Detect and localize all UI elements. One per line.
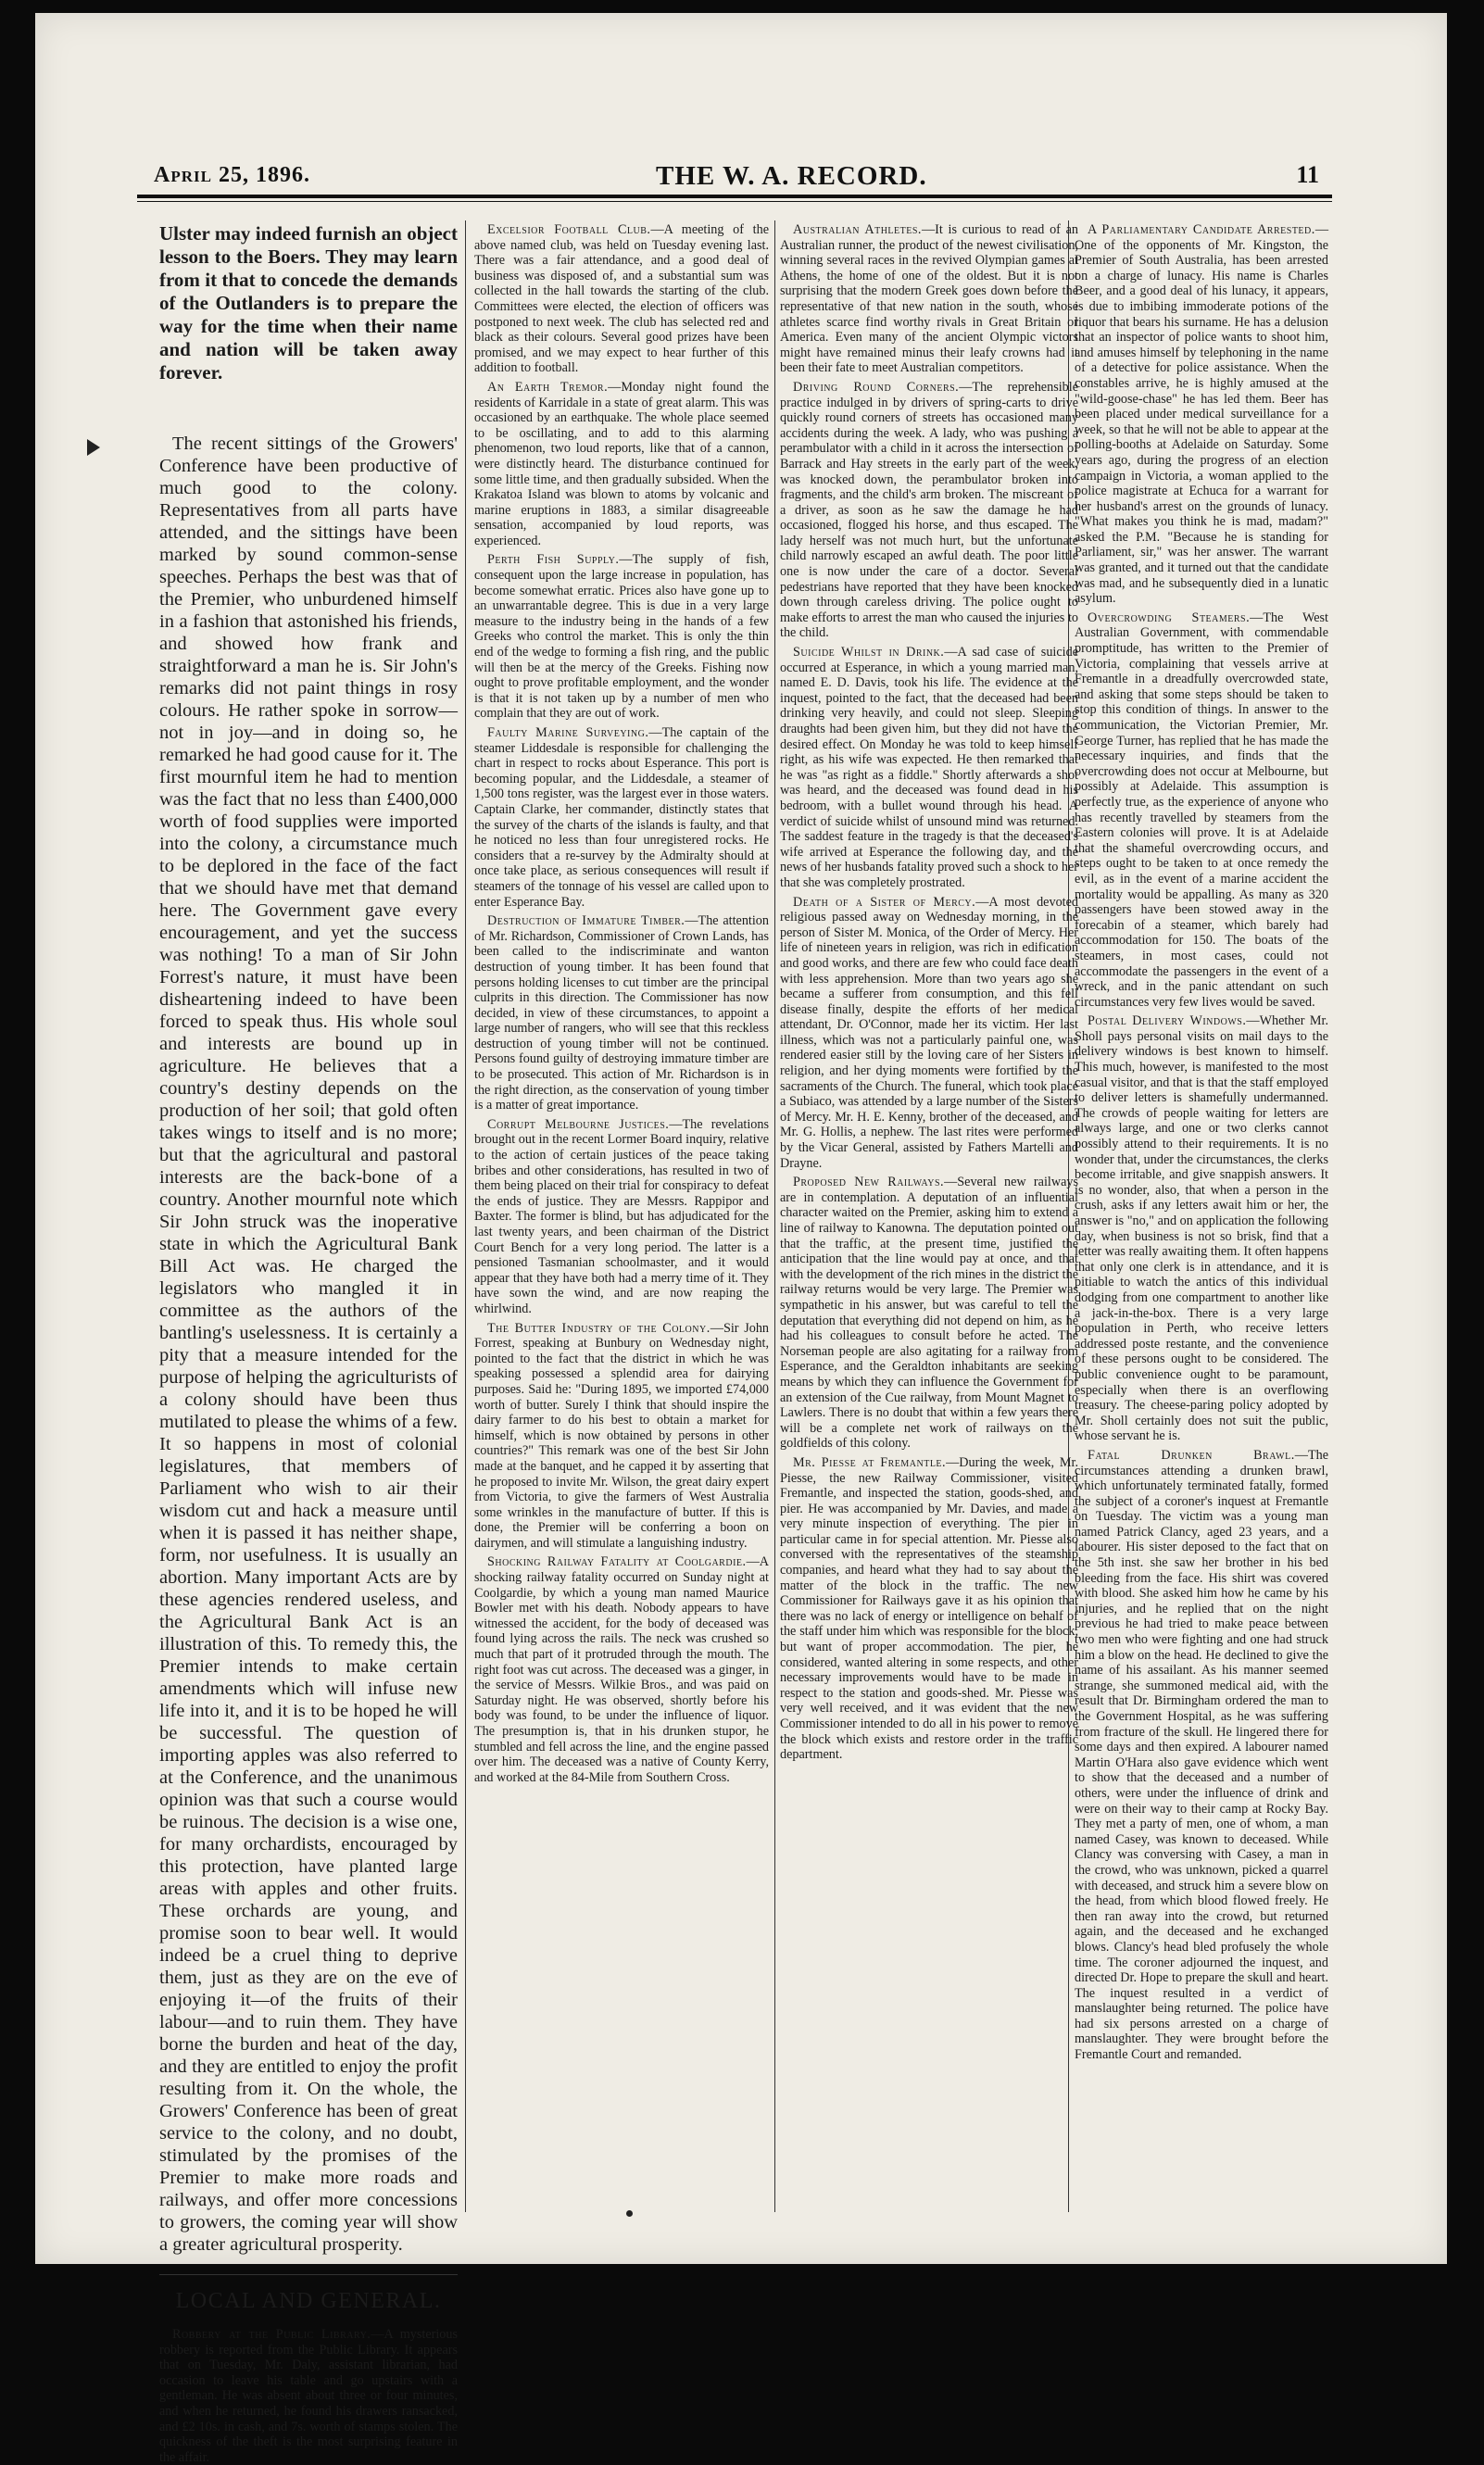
article-heading: Australian Athletes. [793,222,922,237]
article-body: —Monday night found the residents of Karridale in a state of great alarm. This was occasioned by an earthquake. The whole place seemed to be oscillating, and to add to this alarming phenomenon, two loud reports, like that of a cannon, were distinctly heard. The disturbance continued for some little time, and then gradually subsided. When the Krakatoa Island was blown to atoms by volcanic and marine eruptions in 1883, a similar disagreeable sensation, accompanied by loud reports, was experienced. [474,379,769,548]
article-timber [474,913,769,1113]
page-number: 11 [1296,161,1319,188]
article-heading: Driving Round Corners. [793,379,960,395]
column-3 [780,222,1078,2205]
article-butter [474,1321,769,1552]
article-body: —The supply of fish, consequent upon the large increase in population, has become somewhat erratic. Prices also have gone up to an unwarrantable degree. This is due in a very large measure to the industry being in the hands of a few Greeks who control the market. This is only the thin end of the wedge to forming a fish ring, and the public will then be at the mercy of the Greeks. Fishing now ought to prove profitable employment, and the wonder is that it is not taken up by a number of men who complain that they are out of work. [474,552,770,722]
article-body: —A mysterious robbery is reported from the Public Library. It appears that on Tuesday, Mr. Daly, assistant librarian, had occasion to leave his table and go upstairs with a gentleman. He was absent about three or four minutes, and when he returned, he found his drawers ransacked, and £2 10s. in cash, and 7s. worth of stamps stolen. The quickness of the theft is the most surprising feature in the affair. [159,2327,458,2465]
article-sister-of-mercy [780,895,1078,1172]
article-body: —One of the opponents of Mr. Kingston, the Premier of South Australia, has been arrested on a charge of lunacy. His name is Charles Beer, and a good deal of his lunacy, it appears, is due to imbibing immoderate potions of the liquor that bears his surname. He has a delusion that an inspector of police wants to shoot him, and amuses himself by telephoning in the name of a detective for police assistance. When the constables arrive, he is highly amused at the "wild-goose-chase" he has led them. Beer has been placed under medical surveillance for a week, so that he will not be able to appear at the polling-booths at Adelaide on Saturday. Some years ago, during the progress of an election campaign in Victoria, a woman applied to the police magistrate at Echuca for a warrant for her husband's arrest on the grounds of lunacy. "What makes you think he is mad, madam?" asked the P.M. "Because he is standing for Parliament, sir," was her answer. The warrant was granted, and it turned out that the candidate was mad, and he subsequently died in a lunatic asylum. [1075,222,1328,607]
article-body: —The revelations brought out in the recent Lormer Board inquiry, relative to the action of certain justices of the peace taking bribes and other considerations, has resulted in two of them being placed on their trial for conspiracy to defeat the ends of justice. They are Messrs. Rappipor and Baxter. The former is blind, but has adjudicated for the last twenty years, and been chairman of the District Court Bench for a very long period. The latter is a pensioned Tasmanian schoolmaster, and it would appear that they have both had a merry time of it. They have sown the wind, and are now reaping the whirlwind. [474,1116,769,1316]
article-heading: Fatal Drunken Brawl. [1088,1447,1295,1463]
article-body: —A meeting of the above named club, was held on Tuesday evening last. There was a fair attendance, and a good deal of business was disposed of, and a substantial sum was collected in the hall towards the starting of the club. Committees were elected, the election of officers was postponed to next week. The club has selected red and black as their colours. Several good prizes have been promised, and we may expect to hear further of this addition to football. [474,222,769,376]
article-driving [780,380,1078,641]
article-heading: Mr. Piesse at Fremantle. [793,1454,947,1470]
article-heading: Destruction of Immature Timber. [487,913,685,929]
column-divider [774,220,775,2212]
article-heading: Perth Fish Supply. [487,552,620,568]
article-body: —A most devoted religious passed away on Wednesday morning, in the person of Sister M. Monica, of the Order of Mercy. Her life of nineteen years in religion, was rich in edification and good works, and there are few who could face death with less apprehension. More than two years ago she became a sufferer from consumption, and this fell disease finally, despite the efforts of her medical attendant, Dr. O'Connor, made her its victim. Her last illness, which was not a particularly painful one, was rendered easier still by the loving care of her Sisters in religion, and her dying moments were fortified by the sacraments of the Church. The funeral, which took place a Subiaco, was attended by a large number of the Sisters of Mercy. Mr. H. E. Kenny, brother of the deceased, and Mr. G. Hollis, a nephew. The last rites were performed by the Vicar General, assisted by Fathers Martelli and Drayne. [780,894,1078,1171]
newspaper-title: THE W. A. RECORD. [656,161,927,191]
article-body: —The reprehensible practice indulged in by drivers of spring-carts to drive quickly round corners of streets has occasioned many accidents during the week. A lady, who was pushing a perambulator with a child in it across the intersection of Barrack and Hay streets in the early part of the week, was knocked down, the perambulator broken into fragments, and the child's arm broken. The miscreant of a driver, as soon as he saw the damage he had occasioned, flogged his horse, and thus escaped. The lady herself was not much hurt, but the unfortunate child narrowly escaped an awful death. The poor little one is now under the care of a doctor. Several pedestrians have reported that they have been knocked down through careless driving. The police ought to make efforts to arrest the man who caused the injuries to the child. [780,379,1078,641]
article-heading: Faulty Marine Surveying. [487,725,649,740]
article-railway-fatality [474,1554,769,1785]
article-heading: An Earth Tremor. [487,379,609,395]
masthead [137,157,1332,195]
article-body: —A sad case of suicide occurred at Esperance, in which a young married man, named E. D. Davis, took his life. The evidence at the inquest, pointed to the fact, that the deceased had been drinking very heavily, and could not sleep. Sleeping draughts had been given him, but they did not have the desired effect. On Monday he was told to keep himself right, as his wife was expected. He then remarked that he was "as right as a fiddle." Shortly afterwards a shot was heard, and the deceased was found dead in his bedroom, with a bullet wound through his head. A verdict of suicide whilst of unsound mind was returned. The saddest feature in the tragedy is that the deceased's wife arrived at Esperance the following day, and the news of her husbands fatality proved such a shock to her that she was completely prostrated. [780,645,1078,890]
article-piesse [780,1455,1078,1763]
article-survey [474,725,769,910]
article-heading: Corrupt Melbourne Justices. [487,1116,670,1132]
article-body: —The captain of the steamer Liddesdale is responsible for challenging the chart in respect to rocks about Esperance. This port is becoming popular, and the Liddesdale, a steamer of 1,500 tons register, was the largest ever in those waters. Captain Clarke, her commander, distinctly states that the survey of the charts of the islands is faulty, and that he noticed no less than four unregistered rocks. He considers that a re-survey by the Admiralty should at once take place, as serious consequences will result if steamers of the tonnage of his vessel are called upon to enter Esperance Bay. [474,725,770,910]
article-heading: The Butter Industry of the Colony. [487,1320,711,1336]
article-heading: Excelsior Football Club. [487,222,651,237]
article-heading: Overcrowding Steamers. [1088,610,1251,625]
article-heading: Death of a Sister of Mercy. [793,894,976,910]
article-heading: Robbery at the Public Library. [172,2327,371,2342]
article-body: —It is curious to read of an Australian runner, the product of the newest civilisation, winning several races in the revived Olympian games at Athens, the home of one of the oldest. But it is not surprising that the modern Greek goes down before the representative of that new nation in the south, whose athletes scarce find worthy rivals in Great Britain or America. Even many of the ancient Olympic victors might have remained minus their leafy crowns had it been their fate to meet Australian competitors. [780,222,1078,376]
lede-paragraph: Ulster may indeed furnish an object lesson to the Boers. They may learn from it that to concede the demands of the Outlanders is to prepare the way for the time when their name and nation will be taken away forever. [159,222,458,384]
article-brawl [1075,1448,1328,2063]
article-body: —The West Australian Government, with commendable promptitude, has written to the Premier of Victoria, complaining that vessels arrive at Fremantle in a dreadfully overcrowded state, and asking that some steps should be taken to stop this condition of things. In answer to the communication, the Victorian Premier, Mr. George Turner, has replied that he has made the necessary inquiries, and finds that the overcrowding does not occur at Melbourne, but possibly at Adelaide. This assumption is perfectly true, as the experience of anyone who has recently travelled by steamers from the Eastern colonies will prove. It is at Adelaide that the shameful overcrowding occurs, and steps ought to be taken to at once remedy the evil, as in the event of a marine accident the mortality would be appalling. As many as 320 passengers have been stowed away in the forecabin of a steamer, which barely had accommodation for 150. The boats of the steamers, in most cases, could not accommodate the passengers in the event of a wreck, and in the panic attendant on such circumstances very few lives would be saved. [1075,610,1328,1010]
growers-conference-article: The recent sittings of the Growers' Conference have been productive of much good to the colony. Representatives from all parts have attended, and the sittings have been marked by sound common-sense speeches. Perhaps the best was that of the Premier, who unburdened himself in a fashion that astonished his friends, and showed how frank and straightforward a man he is. Sir John's remarks did not paint things in rosy colours. He rather spoke in sorrow—not in joy—and in doing so, he remarked he had good cause for it. The first mournful item he had to mention was the fact that no less than £400,000 worth of food supplies were imported into the colony, a circumstance much to be deplored in the face of the fact that we should have met that demand here. The Government gave every encouragement, and yet the success was nothing! To a man of Sir John Forrest's nature, it must have been disheartening indeed to have been forced to speak thus. His whole soul and interests are bound up in agriculture. He believes that a country's destiny depends on the production of her soil; that gold often takes wings to itself and is no more; but that the agricultural and pastoral interests are the back-bone of a country. Another mournful note which Sir John struck was the inoperative state in which the Agricultural Bank Bill Act was. He charged the legislators who mangled it in committee as the authors of the bantling's uselessness. It is certainly a pity that a measure intended for the purpose of helping the agriculturists of a colony should have been thus mutilated to please the whims of a few. It so happens in most of colonial legislatures, that members of Parliament who wish to air their wisdom cut and hack a measure until when it is passed it has neither shape, form, nor usefulness. It is usually an abortion. Many important Acts are by these agencies rendered useless, and the Agricultural Bank Act is an illustration of this. To remedy this, the Premier intends to make certain amendments which will infuse new life into it, and it is to be hoped he will be successful. The question of importing apples was also referred to at the Conference, and the unanimous opinion was that such a course would be ruinous. The decision is a wise one, for many orchardists, encouraged by this protection, have planted large areas with apples and other fruits. These orchards are young, and promise soon to bear well. It would indeed be a cruel thing to deprive them, just as they are on the eve of enjoying it—of the fruits of their labour—and to ruin them. They have borne the burden and heat of the day, and they are entitled to enjoy the profit resulting from it. On the whole, the Growers' Conference has been of great service to the colony, and no doubt, stimulated by the promises of the Premier to make more roads and railways, and offer more concessions to growers, the coming year will show a greater agricultural prosperity. [159,434,458,2255]
article-body: —Several new railways are in contemplation. A deputation of an influential character waited on the Premier, asking him to extend a line of railway to Kanowna. The deputation pointed out that the traffic, at the present time, justified the anticipation that the line would pay at once, and that with the development of the rich mines in the district the railway returns would be very large. The Premier was sympathetic in his answer, but was careful to tell the deputation that everything did not depend on him, as he had his colleagues to consult before he acted. The Norseman people are also agitating for a railway from Esperance, and the Geraldton inhabitants are seeking means by which they can influence the Government for an extension of the Cue railway, from Mount Magnet to Lawlers. There is no doubt that within a few years there will be a complete net work of railways on the goldfields of this colony. [780,1175,1078,1452]
article-robbery [159,2327,458,2465]
article-heading: Postal Delivery Windows. [1088,1013,1247,1029]
article-suicide [780,645,1078,891]
article-candidate-arrested [1075,222,1328,607]
article-heading: Proposed New Railways. [793,1175,945,1190]
article-overcrowding [1075,610,1328,1010]
article-body: —Sir John Forrest, speaking at Bunbury on Wednesday night, pointed to the fact that the district in which he was speaking possessed a splendid area for dairying purposes. Said he: "During 1895, we imported £74,000 worth of butter. Surely I think that should inspire the dairy farmer to do his best to obtain a market for himself, which is now obtained by persons in other countries?" This remark was one of the best Sir John made at the banquet, and he capped it by asserting that he proposed to invite Mr. Wilson, the great dairy expert from Victoria, to give the farmers of West Australia some wrinkles in the manufacture of butter. If this is done, the Premier will be conferring a boon on dairymen, and will stimulate a languishing industry. [474,1320,770,1551]
article-new-railways [780,1175,1078,1452]
article-heading: Suicide Whilst in Drink. [793,645,945,660]
article-justices [474,1117,769,1317]
column-2 [474,222,769,2205]
issue-date: April 25, 1896. [154,163,310,187]
article-heading: A Parliamentary Candidate Arrested. [1088,222,1315,237]
article-body: —The attention of Mr. Richardson, Commissioner of Crown Lands, has been called to the indiscriminate and wanton destruction of young timber. It has been found that persons holding licenses to cut timber are the principal culprits in this direction. The Commissioner has now decided, in view of these circumstances, to appoint a large number of rangers, who will see that this reckless destruction of young timber will not be continued. Persons found guilty of destroying immature timber are to be prosecuted. This action of Mr. Richardson is in the right direction, as the conservation of young timber is a matter of great importance. [474,913,769,1113]
article-athletes [780,222,1078,376]
footer-dot [626,2210,633,2217]
column-1 [159,222,458,2465]
article-postal [1075,1013,1328,1444]
article-heading: Shocking Railway Fatality at Coolgardie. [487,1554,747,1570]
margin-arrow-icon [87,439,100,456]
article-body: —The circumstances attending a drunken brawl, which unfortunately terminated fatally, formed the subject of a coroner's inquest at Fremantle on Tuesday. The victim was a young man named Patrick Clancy, aged 23 years, and a labourer. His sister deposed to the fact that on the 5th inst. she saw her brother in his bed bleeding from the face. His shirt was covered with blood. She asked him how he came by his injuries, and he replied that on the night previous he had tried to make peace between two men who were fighting and one had struck him a blow on the head. He declined to give the name of his assailant. As his manner seemed strange, she summoned medical aid, with the result that Dr. Birmingham ordered the man to the Government Hospital, as he was suffering from fracture of the skull. He lingered there for some days and then expired. A labourer named Martin O'Hara also gave evidence which went to show that the deceased and a number of others, were under the influence of drink and were on their way to their camp at Rocky Bay. They met a party of men, one of whom, a man named Casey, was known to deceased. While Clancy was conversing with Casey, a man in the crowd, who was unknown, picked a quarrel with deceased, and struck him a severe blow on the head, from which blood flowed freely. He then ran away into the crowd, but returned again, and the deceased and he exchanged blows. Clancy's head bled profusely the whole time. The coroner adjourned the inquest, and directed Dr. Hope to prepare the skull and heart. The inquest resulted in a verdict of manslaughter being returned. The police have had six persons arrested on a charge of manslaughter. They were brought before the Fremantle Court and remanded. [1075,1447,1328,2063]
column-divider [465,220,466,2212]
article-body: —A shocking railway fatality occurred on Sunday night at Coolgardie, by which a young man named Maurice Bowler met with his death. Nobody appears to have witnessed the accident, for the body of deceased was found lying across the rails. The neck was crushed so much that part of it protruded through the mouth. The right foot was cut across. The deceased was a ginger, in the service of Messrs. Wilkie Bros., and was paid on Saturday night. He was observed, shortly before his body was found, to be under the influence of liquor. The presumption is, that in his drunken stupor, he stumbled and fell across the line, and the engine passed over him. The deceased was a native of County Kerry, and worked at the 84-Mile from Southern Cross. [474,1554,769,1785]
article-football [474,222,769,376]
column-4 [1075,222,1328,2205]
article-tremor [474,380,769,549]
article-body: —Whether Mr. Sholl pays personal visits on mail days to the delivery windows is best known to himself. This much, however, is manifested to the most casual visitor, and that is that the staff employed to deliver letters is shamefully undermanned. The crowds of people waiting for letters are always large, and one or two clerks cannot possibly attend to their requirements. It is no wonder that, under the circumstances, the clerks become irritable, and give snappish answers. It is no wonder, also, that when a person in the crush, asks if any letters await him or her, the answer is "no," and on application the following day, when business is not so brisk, find that a letter was really awaiting them. It often happens that only one clerk is in attendance, and it is pitiable to watch the antics of this individual dodging from one compartment to another like a jack-in-the-box. There is a very large population in Perth, who receive letters addressed poste restante, and the convenience of these persons ought to be considered. The public convenience ought to be paramount, especially when there is an overflowing treasury. The cheese-paring policy adopted by Mr. Sholl certainly does not suit the public, whose servant he is. [1075,1013,1328,1444]
article-fish [474,552,769,722]
masthead-rule-thin [137,201,1332,202]
section-heading: LOCAL AND GENERAL. [159,2274,458,2312]
article-body: —During the week, Mr. Piesse, the new Railway Commissioner, visited Fremantle, and inspected the station, goods-shed, and pier. He was accompanied by Mr. Davies, and made a very minute inspection of everything. The pier in particular came in for special attention. Mr. Piesse also conversed with the representatives of the steamship companies, and heard what they had to say about the matter of the block in the traffic. The new Commissioner for Railways gave it as his opinion that there was no lack of energy or intelligence on behalf of the staff under him which was responsible for the block, but want of proper accommodation. The pier, he considered, wanted altering in some respects, and other necessary improvements would have to be made in respect to the station and goods-shed. Mr. Piesse was very well received, and it was evident that the new Commissioner intended to do all in his power to remove the block which exists and restore order in the traffic department. [780,1454,1078,1763]
masthead-rule [137,195,1332,198]
